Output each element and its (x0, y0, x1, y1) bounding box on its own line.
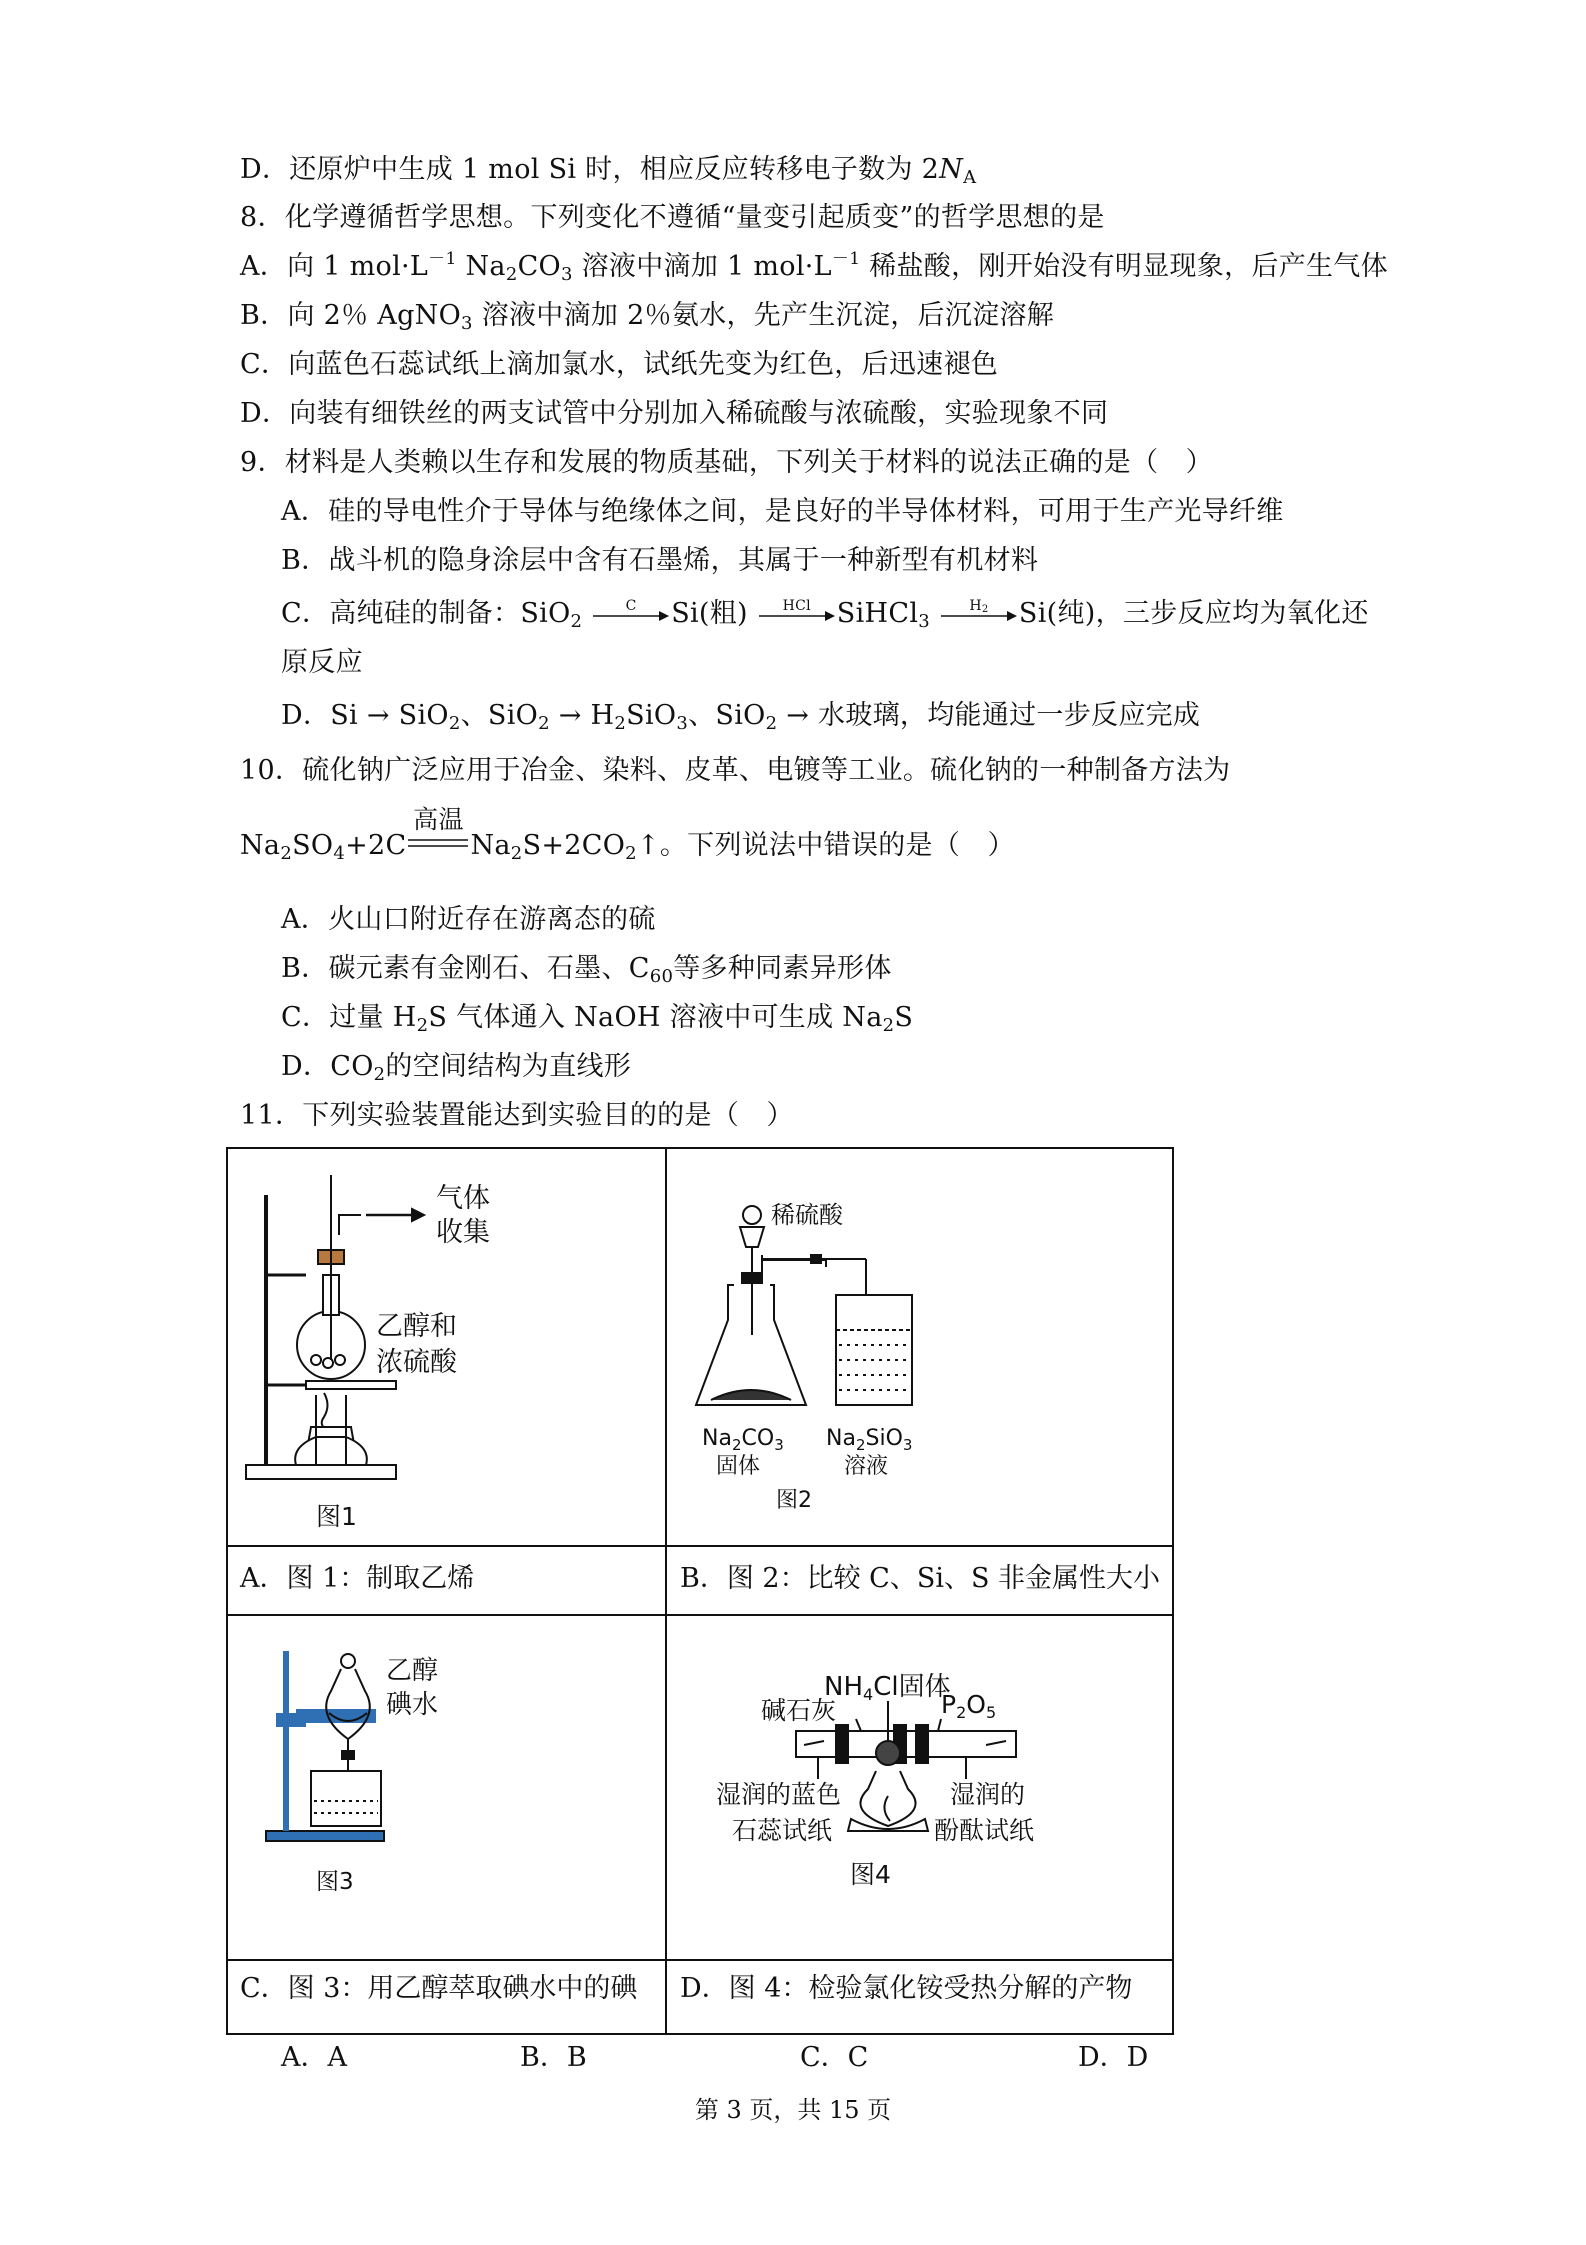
q9-option-c-cont: 原反应 (281, 647, 363, 678)
svg-text:浓硫酸: 浓硫酸 (376, 1347, 457, 1378)
q11-choice-c: C．C (800, 2042, 869, 2073)
q11-choice-d: D．D (1078, 2042, 1149, 2073)
q9-option-b: B．战斗机的隐身涂层中含有石墨烯，其属于一种新型有机材料 (281, 545, 1039, 576)
svg-text:图3: 图3 (316, 1869, 354, 1895)
figure-4-decomposition-apparatus (676, 1621, 1156, 1957)
equal-sign-condition: 高温 (413, 805, 464, 834)
table-divider (228, 1614, 1172, 1616)
figure-2-caption: B．图 2：比较 C、Si、S 非金属性大小 (680, 1563, 1161, 1594)
q11-stem: 11．下列实验装置能达到实验目的的是（ ） (240, 1100, 794, 1131)
figure-1-caption: A．图 1：制取乙烯 (240, 1563, 475, 1594)
q9-option-a: A．硅的导电性介于导体与绝缘体之间，是良好的半导体材料，可用于生产光导纤维 (281, 496, 1284, 527)
svg-text:乙醇: 乙醇 (386, 1656, 439, 1686)
q9-stem: 9．材料是人类赖以生存和发展的物质基础，下列关于材料的说法正确的是（ ） (240, 447, 1213, 478)
figure-1-ethylene-apparatus (236, 1155, 656, 1543)
q8-stem: 8．化学遵循哲学思想。下列变化不遵循“量变引起质变”的哲学思想的是 (240, 202, 1105, 233)
svg-text:P2O5: $P_2O_5$ (941, 1690, 997, 1722)
q8-option-b: B．向 2％ AgNO$_3$ 溶液中滴加 2％氨水，先产生沉淀，后沉淀溶解 (240, 300, 1055, 334)
page-footer: 第 3 页，共 15 页 (694, 2096, 892, 2124)
q8-option-d: D．向装有细铁丝的两支试管中分别加入稀硫酸与浓硫酸，实验现象不同 (240, 398, 1109, 429)
svg-text:碱石灰: 碱石灰 (761, 1696, 837, 1725)
svg-text:溶液: 溶液 (844, 1454, 889, 1479)
q11-figure-table (226, 1147, 1174, 2035)
reaction-arrow-1: C (591, 598, 671, 628)
svg-text:收集: 收集 (436, 1217, 490, 1248)
q8-option-a: A．向 1 $mol\cdot L^{-1}$ $Na_2CO_3$ 溶液中滴加 1 $mol\cdot L^{-1}$ 稀盐酸，刚开始没有明显现象，后产生气体 (240, 249, 1388, 285)
q10-stem: 10．硫化钠广泛应用于冶金、染料、皮革、电镀等工业。硫化钠的一种制备方法为 (240, 755, 1231, 786)
figure-4-caption: D．图 4：检验氯化铵受热分解的产物 (680, 1973, 1133, 2004)
q10-option-d: D．$CO_2$的空间结构为直线形 (281, 1051, 632, 1085)
table-divider (665, 1149, 667, 2033)
svg-text:Na2SiO3: $Na_2SiO_3$ (826, 1426, 913, 1454)
q10-option-a: A．火山口附近存在游离态的硫 (281, 904, 656, 935)
svg-text:图2: 图2 (776, 1488, 812, 1513)
svg-text:稀硫酸: 稀硫酸 (771, 1201, 843, 1229)
q11-choice-a: A．A (281, 2042, 347, 2073)
table-divider (228, 1545, 1172, 1547)
svg-text:气体: 气体 (436, 1183, 490, 1214)
q9-option-c: C．高纯硅的制备：SiO$_2$ C Si(粗) HCl SiHCl$_3$ $H_2$ Si(纯)，三步反应均为氧化还 (281, 598, 1369, 632)
svg-text:图4: 图4 (850, 1860, 891, 1889)
svg-text:石蕊试纸: 石蕊试纸 (732, 1816, 833, 1845)
figure-2-acidity-apparatus (676, 1155, 1156, 1543)
q9-option-d: D．Si → SiO$_2$、$SiO_2 \to H_2SiO_3$、SiO$_2$ → 水玻璃，均能通过一步反应完成 (281, 700, 1201, 734)
q8-option-c: C．向蓝色石蕊试纸上滴加氯水，试纸先变为红色，后迅速褪色 (240, 349, 999, 380)
figure-3-extraction-apparatus (236, 1621, 656, 1957)
svg-text:湿润的蓝色: 湿润的蓝色 (716, 1780, 842, 1809)
svg-text:Na2CO3: $Na_2CO_3$ (702, 1426, 784, 1454)
q11-choice-b: B．B (520, 2042, 587, 2073)
figure-3-caption: C．图 3：用乙醇萃取碘水中的碘 (240, 1973, 638, 2004)
svg-text:乙醇和: 乙醇和 (376, 1311, 457, 1342)
q10-option-b: B．碳元素有金刚石、石墨、$C_{60}$等多种同素异形体 (281, 953, 892, 987)
svg-text:碘水: 碘水 (386, 1690, 439, 1720)
svg-text:NH4Cl固体: NH4Cl固体 (824, 1672, 951, 1704)
svg-text:酚酞试纸: 酚酞试纸 (934, 1816, 1035, 1845)
svg-text:图1: 图1 (316, 1502, 357, 1531)
table-divider (228, 1959, 1172, 1961)
reaction-arrow-2: HCl (757, 598, 837, 628)
svg-text:湿润的: 湿润的 (950, 1780, 1026, 1809)
q10-option-c: C．过量 $H_2S$ 气体通入 NaOH 溶液中可生成 $Na_2S$ (281, 1002, 914, 1036)
q7-option-d: D．还原炉中生成 1 mol Si 时，相应反应转移电子数为 $2N_A$ (240, 154, 977, 188)
q10-equation: $Na_2SO_4+2C$ 高温 $Na_2S+2CO_2↑$。下列说法中错误的是（ ） (240, 805, 1015, 864)
svg-text:固体: 固体 (716, 1454, 761, 1479)
reaction-arrow-3: $H_2$ (939, 598, 1019, 628)
